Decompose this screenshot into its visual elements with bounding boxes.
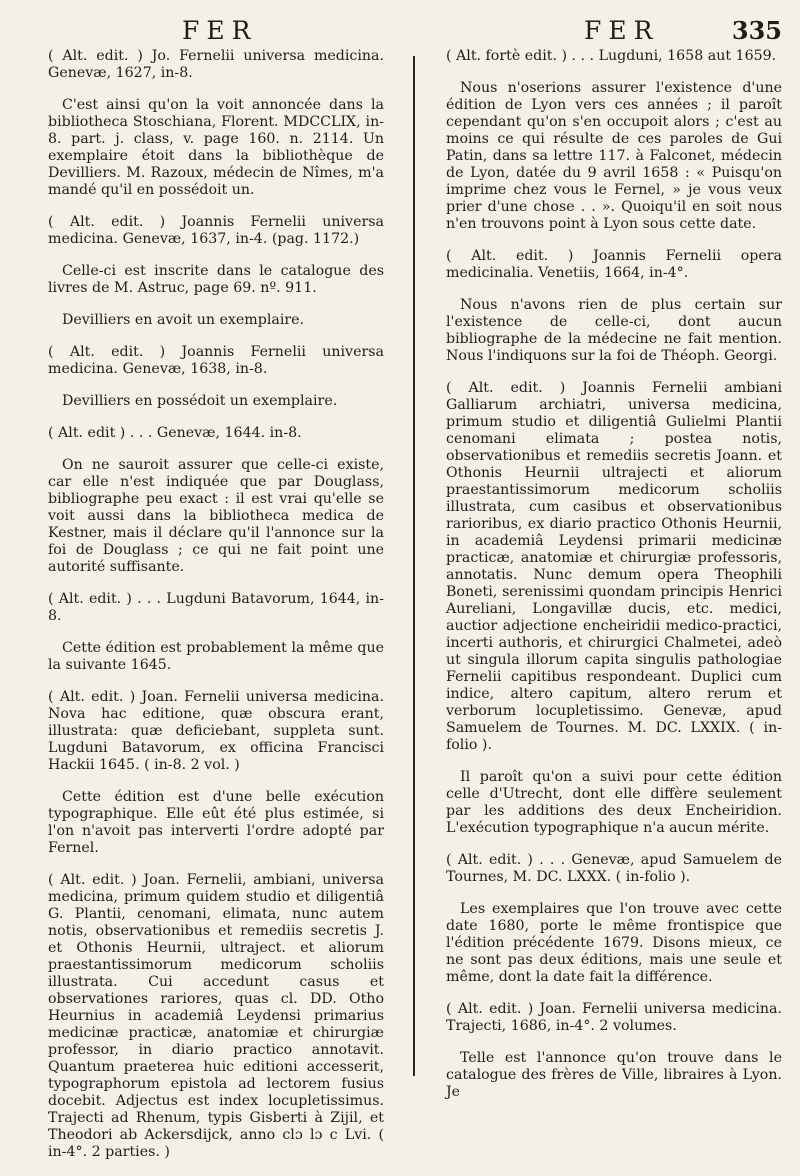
- bibliographic-entry: ( Alt. edit. ) Joannis Fernelii opera medicinalia. Venetiis, 1664, in-4°.: [446, 248, 782, 281]
- bibliographic-entry: ( Alt. edit. ) Joannis Fernelii ambiani Galliarum archiatri, universa medicina, primum studio et diligentiâ Gulielmi Plantii cenomani elimata ; postea notis, observationibus et remediis secretis Joann. et Othonis Heurnii ultrajecti et aliorum praestantissimorum medicorum scholiis illustrata, cum casibus et observationibus rarioribus, ex diario practico Othonis Heurnii, in academiâ Leydensi primarii medicinæ practicæ, anatomiæ et chirurgiæ professoris, annotatis. Nunc demum opera Theophili Boneti, serenissimi quondam principis Henrici Aureliani, Longavillæ ducis, etc. medici, auctior adjectione encheiridii medico-practici, incerti authoris, et chirurgici Chalmetei, adeò ut singula illorum capita singulis pathologiae Fernelii capitibus respondeant. Duplici cum indice, altero capitum, altero rerum et verborum locupletissimo. Genevæ, apud Samuelem de Tournes. M. DC. LXXIX. ( in-folio ).: [446, 380, 782, 753]
- paragraph: On ne sauroit assurer que celle-ci existe, car elle n'est indiquée que par Douglass, bibliographe peu exact : il est vrai qu'elle se voit aussi dans la bibliotheca medica de Kestner, mais il déclare qu'il l'annonce sur la foi de Douglass ; ce qui ne fait point une autorité suffisante.: [48, 457, 384, 575]
- paragraph: Il paroît qu'on a suivi pour cette édition celle d'Utrecht, dont elle diffère seulement par les additions des deux Encheiridion. L'exécution typographique n'a aucun mérite.: [446, 769, 782, 836]
- paragraph: Nous n'oserions assurer l'existence d'une édition de Lyon vers ces années ; il paroît cependant qu'on s'en occupoit alors ; c'est au moins ce qui résulte de ces paroles de Gui Patin, dans sa lettre 117. à Falconet, médecin de Lyon, datée du 9 avril 1658 : « Puisqu'on imprime chez vous le Fernel, » je vous veux prier d'une chose . . ». Quoiqu'il en soit nous n'en trouvons point à Lyon sous cette date.: [446, 80, 782, 232]
- bibliographic-entry: ( Alt. fortè edit. ) . . . Lugduni, 1658 aut 1659.: [446, 48, 777, 64]
- right-column: [446, 48, 782, 1176]
- paragraph: Telle est l'annonce qu'on trouve dans le catalogue des frères de Ville, libraires à Lyon. Je: [446, 1050, 782, 1100]
- paragraph: Celle-ci est inscrite dans le catalogue des livres de M. Astruc, page 69. nº. 911.: [48, 263, 384, 296]
- text-columns: [48, 48, 782, 1176]
- bibliographic-entry: ( Alt. edit. ) Joan. Fernelii universa medicina. Trajecti, 1686, in-4°. 2 volumes.: [446, 1001, 782, 1034]
- page-number: 335: [731, 16, 782, 45]
- column-divider: [413, 56, 415, 1076]
- paragraph: Devilliers en possédoit un exemplaire.: [62, 393, 338, 409]
- left-running-title: FER: [182, 16, 258, 45]
- paragraph: Nous n'avons rien de plus certain sur l'existence de celle-ci, dont aucun bibliographe de la médecine ne fait mention. Nous l'indiquons sur la foi de Théoph. Georgi.: [446, 297, 782, 364]
- paragraph: Les exemplaires que l'on trouve avec cette date 1680, porte le même frontispice que l'édition précédente 1679. Disons mieux, ce ne sont pas deux éditions, mais une seule et même, dont la date fait la différence.: [446, 901, 782, 985]
- bibliographic-entry: ( Alt. edit. ) Joannis Fernelii universa medicina. Genevæ, 1637, in-4. (pag. 1172.): [48, 214, 384, 247]
- bibliographic-entry: ( Alt. edit ) . . . Genevæ, 1644. in-8.: [48, 425, 302, 441]
- right-running-title: FER: [584, 16, 660, 45]
- left-column: [48, 48, 384, 1176]
- bibliographic-entry: ( Alt. edit. ) . . . Lugduni Batavorum, 1644, in-8.: [48, 591, 384, 624]
- running-header: [48, 12, 782, 45]
- paragraph: Devilliers en avoit un exemplaire.: [62, 312, 305, 328]
- bibliographic-entry: ( Alt. edit. ) Joan. Fernelii universa medicina. Nova hac editione, quæ obscura erant, illustrata: quæ deficiebant, suppleta sunt. Lugduni Batavorum, ex officina Francisci Hackii 1645. ( in-8. 2 vol. ): [48, 689, 384, 773]
- bibliographic-entry: ( Alt. edit. ) . . . Genevæ, apud Samuelem de Tournes, M. DC. LXXX. ( in-folio ).: [446, 852, 782, 885]
- bibliographic-entry: ( Alt. edit. ) Joan. Fernelii, ambiani, universa medicina, primum quidem studio et diligentiâ G. Plantii, cenomani, elimata, nunc autem notis, observationibus et remediis secretis J. et Othonis Heurnii, ultraject. et aliorum praestantissimorum medicorum scholiis illustrata. Cui accedunt casus et observationes rariores, quas cl. DD. Otho Heurnius in academiâ Leydensi primarius medicinæ practicæ, anatomiæ et chirurgiæ professor, in diario practico annotavit. Quantum praeterea huic editioni accesserit, typographorum epistola ad lectorem fusius docebit. Adjectus est index locupletissimus. Trajecti ad Rhenum, typis Gisberti à Zijil, et Theodori ab Ackersdijck, anno clɔ lɔ c Lvi. ( in-4°. 2 parties. ): [48, 872, 384, 1160]
- paragraph: C'est ainsi qu'on la voit annoncée dans la bibliotheca Stoschiana, Florent. MDCCLIX, in-8. part. j. class, v. page 160. n. 2114. Un exemplaire étoit dans la bibliothèque de Devilliers. M. Razoux, médecin de Nîmes, m'a mandé qu'il en possédoit un.: [48, 97, 384, 198]
- bibliographic-entry: ( Alt. edit. ) Joannis Fernelii universa medicina. Genevæ, 1638, in-8.: [48, 344, 384, 377]
- paragraph: Cette édition est probablement la même que la suivante 1645.: [48, 640, 384, 673]
- paragraph: Cette édition est d'une belle exécution typographique. Elle eût été plus estimée, si l'on n'avoit pas interverti l'ordre adopté par Fernel.: [48, 789, 384, 856]
- bibliographic-entry: ( Alt. edit. ) Jo. Fernelii universa medicina. Genevæ, 1627, in-8.: [48, 48, 384, 81]
